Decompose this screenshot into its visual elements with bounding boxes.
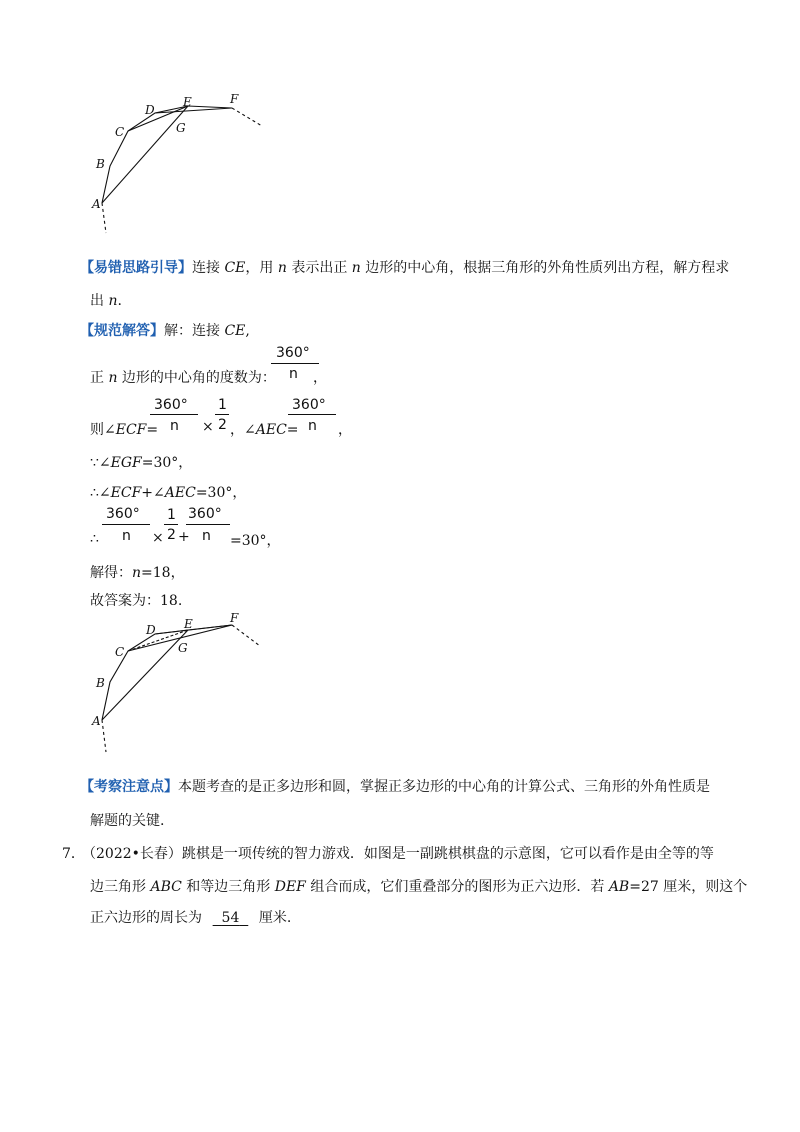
question-line-3 — [90, 907, 291, 927]
hint-text: 边形的中心角，根据三角形的外角性质列出方程，解方程求 — [360, 260, 730, 276]
hint-text: . — [117, 293, 122, 309]
solution-line-7: 故答案为：18. — [90, 593, 183, 609]
label-A: A — [92, 197, 101, 211]
label-A: A — [92, 714, 101, 728]
fraction-3-numerator: 360° — [292, 397, 326, 413]
plus-sign: + — [178, 529, 190, 545]
solution-comma: ， — [313, 370, 327, 386]
question-text: 厘米. — [258, 910, 292, 926]
question-text: 边三角形 — [90, 879, 151, 895]
label-E: E — [183, 95, 192, 109]
solution-text: = — [286, 422, 299, 438]
note-line-2: 解题的关键. — [90, 813, 165, 829]
answer-value: 54 — [221, 910, 240, 926]
label-G: G — [178, 641, 188, 655]
solution-text: 正 — [90, 370, 109, 386]
solution-text: +∠ — [141, 485, 165, 501]
hint-n: n — [108, 293, 118, 309]
fraction-1-numerator: 360° — [276, 345, 310, 361]
angle-aec: AEC — [255, 422, 287, 438]
angle-ecf: ECF — [115, 422, 147, 438]
note-text: 本题考查的是正多边形和圆，掌握正多边形的中心角的计算公式、三角形的外角性质是 — [178, 779, 710, 795]
solution-text: =30°， — [195, 485, 247, 501]
hint-text: ，用 — [245, 260, 278, 276]
triangle-def: DEF — [274, 879, 306, 895]
figure-polygon-bottom — [80, 612, 280, 762]
times-sign: × — [202, 419, 214, 435]
hint-ce: CE — [224, 260, 246, 276]
hint-n: n — [351, 260, 361, 276]
hint-text: 出 — [90, 293, 109, 309]
solution-intro — [80, 320, 250, 340]
answer-blank — [206, 910, 254, 926]
question-line-1: （2022•长春）跳棋是一项传统的智力游戏．如图是一副跳棋棋盘的示意图，它可以看作是由全等的等 — [82, 846, 714, 862]
question-text: 正六边形的周长为 — [90, 910, 202, 926]
half-numerator: 1 — [167, 507, 176, 523]
question-text: 和等边三角形 — [181, 879, 275, 895]
solution-line-6 — [90, 562, 185, 582]
fraction-2-numerator: 360° — [154, 397, 188, 413]
question-text: 组合而成，它们重叠部分的图形为正六边形．若 — [305, 879, 609, 895]
label-F: F — [230, 612, 239, 625]
label-C: C — [115, 645, 125, 659]
hint-n: n — [277, 260, 287, 276]
solution-text: = — [146, 422, 159, 438]
angle-egf: EGF — [110, 455, 142, 471]
fraction-2-bar — [150, 414, 198, 415]
label-B: B — [96, 676, 105, 690]
solution-text: =30°， — [141, 455, 193, 471]
fraction-1-bar — [271, 363, 319, 364]
fraction-4-numerator: 360° — [106, 506, 140, 522]
angle-aec: AEC — [164, 485, 196, 501]
solution-comma: ， — [338, 422, 352, 438]
solution-text: ∵∠ — [90, 455, 111, 471]
triangle-abc: ABC — [150, 879, 182, 895]
fraction-2-denominator: n — [170, 418, 179, 434]
equation-rhs: =30°， — [230, 533, 281, 549]
half-bar — [215, 414, 229, 415]
hint-text: 表示出正 — [286, 260, 352, 276]
solution-line-2-mid — [230, 419, 299, 439]
solution-tag: 【规范解答】 — [80, 323, 164, 339]
hint-tag: 【易错思路引导】 — [80, 260, 192, 276]
fraction-4-denominator: n — [122, 528, 131, 544]
note-tag: 【考察注意点】 — [80, 779, 178, 795]
question-number: 7． — [62, 846, 85, 862]
solution-line-3 — [90, 452, 192, 472]
fraction-5-denominator: n — [202, 528, 211, 544]
segment-ab: AB — [608, 879, 630, 895]
fraction-3-bar — [288, 414, 336, 415]
solution-n: n — [132, 565, 142, 581]
solution-text: ∴∠ — [90, 485, 111, 501]
solution-text: =18， — [141, 565, 185, 581]
half-denominator: 2 — [218, 417, 227, 433]
note-line-1 — [80, 776, 710, 796]
solution-line-4 — [90, 482, 246, 502]
solution-text: 则∠ — [90, 422, 116, 438]
therefore-sign: ∴ — [90, 531, 99, 547]
half-denominator: 2 — [167, 527, 176, 543]
question-text: =27 厘米，则这个 — [629, 879, 748, 895]
angle-ecf: ECF — [110, 485, 142, 501]
fraction-5-numerator: 360° — [188, 506, 222, 522]
label-D: D — [145, 103, 155, 117]
fraction-3-denominator: n — [308, 418, 317, 434]
label-F: F — [230, 92, 239, 106]
solution-text: 解得： — [90, 565, 132, 581]
label-D: D — [146, 623, 156, 637]
fraction-1-denominator: n — [289, 366, 298, 382]
label-C: C — [115, 125, 125, 139]
solution-line-1 — [90, 367, 276, 387]
question-line-2 — [90, 876, 747, 896]
hint-text: 连接 — [192, 260, 225, 276]
hint-line-2 — [90, 290, 122, 310]
label-B: B — [96, 157, 105, 171]
hint-line-1 — [80, 257, 729, 277]
figure-polygon-top — [80, 88, 280, 248]
label-E: E — [184, 617, 193, 631]
solution-text: ，∠ — [230, 422, 256, 438]
solution-n: n — [108, 370, 118, 386]
half-bar — [164, 524, 178, 525]
solution-text: 解：连接 — [164, 323, 225, 339]
solution-text: 边形的中心角的度数为： — [117, 370, 276, 386]
fraction-4-bar — [102, 524, 150, 525]
solution-ce: CE — [224, 323, 246, 339]
solution-text: , — [245, 323, 250, 339]
times-sign: × — [152, 530, 164, 546]
half-numerator: 1 — [218, 397, 227, 413]
fraction-5-bar — [186, 524, 230, 525]
solution-line-2-prefix — [90, 419, 158, 439]
label-G: G — [176, 121, 186, 135]
